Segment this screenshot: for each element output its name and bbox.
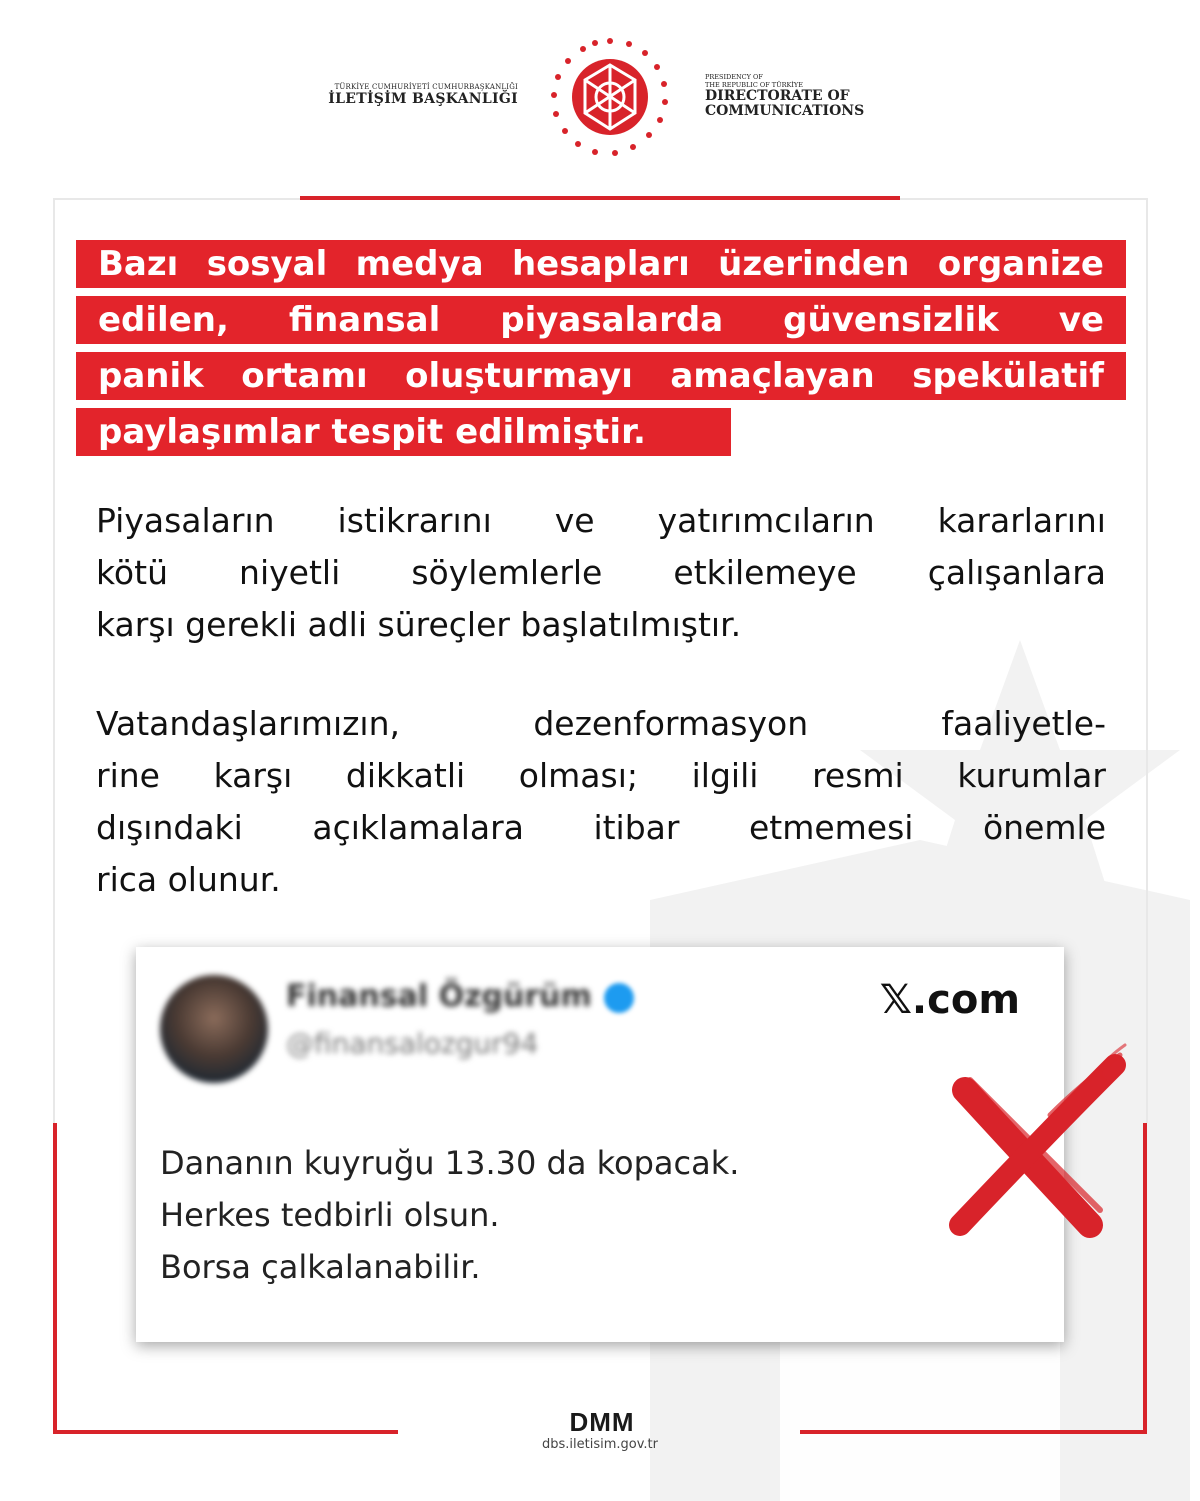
- tweet-text: [160, 1137, 739, 1293]
- word: önemle: [982, 808, 1106, 847]
- tweet-display-name: Finansal Özgürüm: [286, 979, 592, 1014]
- word: etkilemeye: [673, 553, 857, 592]
- word: ve: [554, 501, 595, 540]
- word: amaçlayan: [670, 356, 875, 396]
- paragraph-1-line-2: [96, 547, 1106, 599]
- tweet-handle: @finansalozgur94: [286, 1027, 539, 1060]
- headline-line-3: [76, 352, 1126, 400]
- paragraph-1: [96, 495, 1106, 651]
- tweet-line-2: Herkes tedbirli olsun.: [160, 1196, 500, 1234]
- word: resmi: [812, 756, 904, 795]
- word: piyasalarda: [500, 300, 724, 340]
- word: olması;: [518, 756, 639, 795]
- word: dışındaki: [96, 808, 243, 847]
- word: çalışanlara: [927, 553, 1106, 592]
- word: sosyal: [206, 244, 328, 284]
- paragraph-1-line-3: karşı gerekli adli süreçler başlatılmıştır.: [96, 605, 742, 644]
- header-right-title-2: COMMUNICATIONS: [705, 103, 865, 119]
- word: dezenformasyon: [533, 704, 809, 743]
- frame-top-right: [900, 198, 1148, 200]
- word: kararlarını: [937, 501, 1106, 540]
- frame-left-red: [53, 1123, 57, 1433]
- headline-line-4: paylaşımlar tespit edilmiştir.: [76, 408, 731, 456]
- word: edilen,: [98, 300, 229, 340]
- word: hesapları: [511, 244, 690, 284]
- header-right-title-1: DIRECTORATE OF: [705, 88, 850, 104]
- word: dikkatli: [345, 756, 466, 795]
- word: organize: [937, 244, 1104, 284]
- word: Piyasaların: [96, 501, 275, 540]
- word: ve: [1058, 300, 1104, 340]
- frame-right: [1146, 198, 1148, 1123]
- footer-url: dbs.iletisim.gov.tr: [542, 1437, 658, 1452]
- word: yatırımcıların: [657, 501, 875, 540]
- avatar: [160, 975, 268, 1083]
- frame-left: [53, 198, 55, 1123]
- word: ortamı: [241, 356, 368, 396]
- word: oluşturmayı: [405, 356, 633, 396]
- x-com-logo: 𝕏.com: [879, 977, 1020, 1023]
- word: ilgili: [691, 756, 759, 795]
- word: panik: [98, 356, 204, 396]
- word: etmemesi: [748, 808, 914, 847]
- header-left-small: TÜRKİYE CUMHURİYETİ CUMHURBAŞKANLIĞI: [334, 83, 518, 91]
- header: [0, 35, 1200, 165]
- word: spekülatif: [912, 356, 1104, 396]
- frame-bottom-right-red: [800, 1430, 1147, 1434]
- word: finansal: [288, 300, 441, 340]
- tweet-line-3: Borsa çalkalanabilir.: [160, 1248, 481, 1286]
- word: karşı: [213, 756, 293, 795]
- header-right-small-2: THE REPUBLIC OF TÜRKİYE: [705, 81, 803, 89]
- dmm-logo-text: DMM: [569, 1410, 635, 1434]
- word: Bazı: [98, 244, 179, 284]
- word: rine: [96, 756, 160, 795]
- word: güvensizlik: [783, 300, 999, 340]
- word: itibar: [593, 808, 680, 847]
- presidency-emblem-icon: [545, 35, 675, 160]
- frame-bottom-left-red: [53, 1430, 398, 1434]
- headline-line-1: [76, 240, 1126, 288]
- frame-right-red: [1143, 1123, 1147, 1433]
- paragraph-2-line-2: [96, 750, 1106, 802]
- word: niyetli: [239, 553, 341, 592]
- verified-badge-icon: [604, 983, 634, 1013]
- paragraph-2-line-1: [96, 698, 1106, 750]
- word: istikrarını: [337, 501, 492, 540]
- word: söylemlerle: [411, 553, 603, 592]
- word: faaliyetle-: [941, 704, 1106, 743]
- header-right-small-1: PRESIDENCY OF: [705, 73, 763, 81]
- tweet-card: [136, 947, 1064, 1342]
- word: Vatandaşlarımızın,: [96, 704, 401, 743]
- paragraph-1-line-1: [96, 495, 1106, 547]
- header-right-text: [705, 73, 864, 119]
- paragraph-2: [96, 698, 1106, 906]
- red-x-icon: [940, 1040, 1130, 1240]
- paragraph-2-line-4: rica olunur.: [96, 860, 281, 899]
- paragraph-2-line-3: [96, 802, 1106, 854]
- header-left-text: [328, 83, 518, 107]
- word: kötü: [96, 553, 168, 592]
- word: medya: [355, 244, 484, 284]
- header-left-title: İLETİŞİM BAŞKANLIĞI: [328, 91, 518, 107]
- word: üzerinden: [718, 244, 910, 284]
- dmm-logo: [540, 1410, 664, 1434]
- word: kurumlar: [957, 756, 1106, 795]
- headline-line-2: [76, 296, 1126, 344]
- tweet-line-1: Dananın kuyruğu 13.30 da kopacak.: [160, 1144, 740, 1182]
- headline: [76, 240, 1126, 464]
- frame-top-red: [300, 196, 900, 200]
- frame-top-left: [55, 198, 300, 200]
- word: açıklamalara: [312, 808, 524, 847]
